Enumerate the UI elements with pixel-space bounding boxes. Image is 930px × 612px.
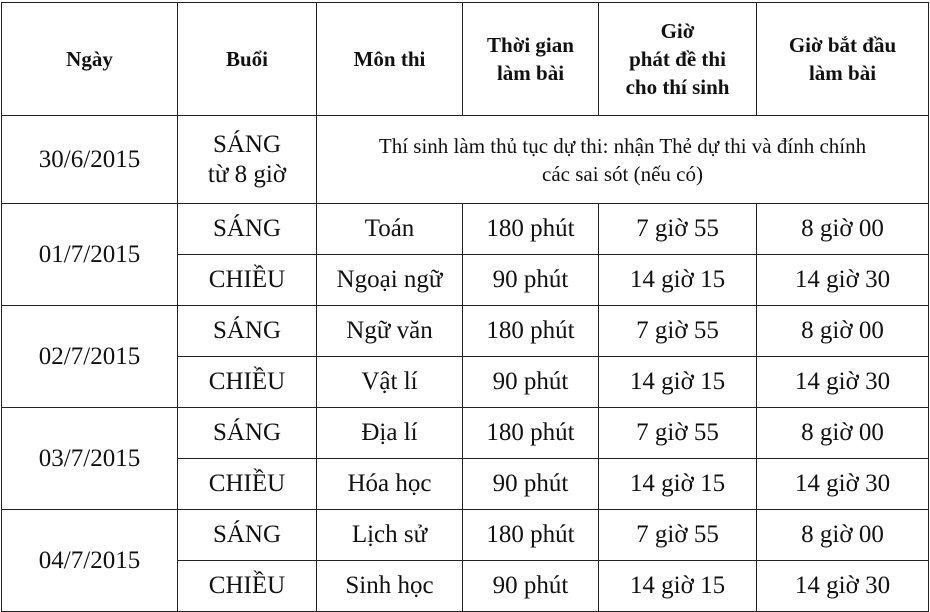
date-cell: 01/7/2015 bbox=[2, 204, 178, 306]
date-cell: 04/7/2015 bbox=[2, 510, 178, 612]
header-start-line1: Giờ bắt đầu bbox=[788, 33, 897, 57]
handout-time-cell: 14 giờ 15 bbox=[599, 459, 757, 510]
subject-cell: Vật lí bbox=[317, 357, 463, 408]
session-cell: SÁNG bbox=[178, 204, 317, 255]
duration-cell: 90 phút bbox=[463, 561, 599, 612]
exam-schedule-table bbox=[1, 2, 929, 612]
handout-time-cell: 7 giờ 55 bbox=[599, 306, 757, 357]
registration-row bbox=[2, 116, 929, 204]
table-row bbox=[2, 306, 929, 357]
session-cell: CHIỀU bbox=[178, 357, 317, 408]
subject-cell: Toán bbox=[317, 204, 463, 255]
handout-time-cell: 14 giờ 15 bbox=[599, 561, 757, 612]
start-time-cell: 14 giờ 30 bbox=[757, 255, 929, 306]
header-start-time bbox=[757, 3, 929, 116]
session-cell bbox=[178, 116, 317, 204]
start-time-cell: 8 giờ 00 bbox=[757, 510, 929, 561]
header-date: Ngày bbox=[2, 3, 178, 116]
duration-cell: 180 phút bbox=[463, 408, 599, 459]
table-row bbox=[2, 510, 929, 561]
date-cell: 03/7/2015 bbox=[2, 408, 178, 510]
note-line2: các sai sót (nếu có) bbox=[542, 161, 703, 186]
header-duration-line2: làm bài bbox=[496, 61, 565, 85]
session-line2: từ 8 giờ bbox=[207, 160, 287, 188]
duration-cell: 180 phút bbox=[463, 204, 599, 255]
start-time-cell: 8 giờ 00 bbox=[757, 204, 929, 255]
subject-cell: Ngữ văn bbox=[317, 306, 463, 357]
header-row bbox=[2, 3, 929, 116]
header-subject: Môn thi bbox=[317, 3, 463, 116]
duration-cell: 90 phút bbox=[463, 255, 599, 306]
duration-cell: 180 phút bbox=[463, 510, 599, 561]
session-cell: SÁNG bbox=[178, 306, 317, 357]
header-handout-line1: Giờ bbox=[660, 19, 695, 43]
session-cell: CHIỀU bbox=[178, 255, 317, 306]
duration-cell: 90 phút bbox=[463, 357, 599, 408]
subject-cell: Lịch sử bbox=[317, 510, 463, 561]
header-start-line2: làm bài bbox=[808, 61, 877, 85]
duration-cell: 90 phút bbox=[463, 459, 599, 510]
header-duration bbox=[463, 3, 599, 116]
table-row bbox=[2, 204, 929, 255]
date-cell: 30/6/2015 bbox=[2, 116, 178, 204]
header-handout-line2: phát đề thi bbox=[629, 47, 726, 71]
session-cell: CHIỀU bbox=[178, 459, 317, 510]
handout-time-cell: 7 giờ 55 bbox=[599, 408, 757, 459]
start-time-cell: 14 giờ 30 bbox=[757, 459, 929, 510]
session-cell: SÁNG bbox=[178, 408, 317, 459]
header-duration-line1: Thời gian bbox=[487, 33, 574, 57]
subject-cell: Sinh học bbox=[317, 561, 463, 612]
date-cell: 02/7/2015 bbox=[2, 306, 178, 408]
handout-time-cell: 14 giờ 15 bbox=[599, 357, 757, 408]
start-time-cell: 14 giờ 30 bbox=[757, 561, 929, 612]
registration-note bbox=[317, 116, 929, 204]
header-handout-time bbox=[599, 3, 757, 116]
subject-cell: Hóa học bbox=[317, 459, 463, 510]
duration-cell: 180 phút bbox=[463, 306, 599, 357]
header-session: Buổi bbox=[178, 3, 317, 116]
session-cell: CHIỀU bbox=[178, 561, 317, 612]
handout-time-cell: 7 giờ 55 bbox=[599, 204, 757, 255]
start-time-cell: 8 giờ 00 bbox=[757, 306, 929, 357]
start-time-cell: 14 giờ 30 bbox=[757, 357, 929, 408]
table-row bbox=[2, 408, 929, 459]
handout-time-cell: 7 giờ 55 bbox=[599, 510, 757, 561]
session-line1: SÁNG bbox=[212, 130, 282, 158]
handout-time-cell: 14 giờ 15 bbox=[599, 255, 757, 306]
session-cell: SÁNG bbox=[178, 510, 317, 561]
note-line1: Thí sinh làm thủ tục dự thi: nhận Thẻ dự thi và đính chính bbox=[378, 133, 867, 158]
start-time-cell: 8 giờ 00 bbox=[757, 408, 929, 459]
subject-cell: Địa lí bbox=[317, 408, 463, 459]
subject-cell: Ngoại ngữ bbox=[317, 255, 463, 306]
header-handout-line3: cho thí sinh bbox=[625, 75, 730, 99]
